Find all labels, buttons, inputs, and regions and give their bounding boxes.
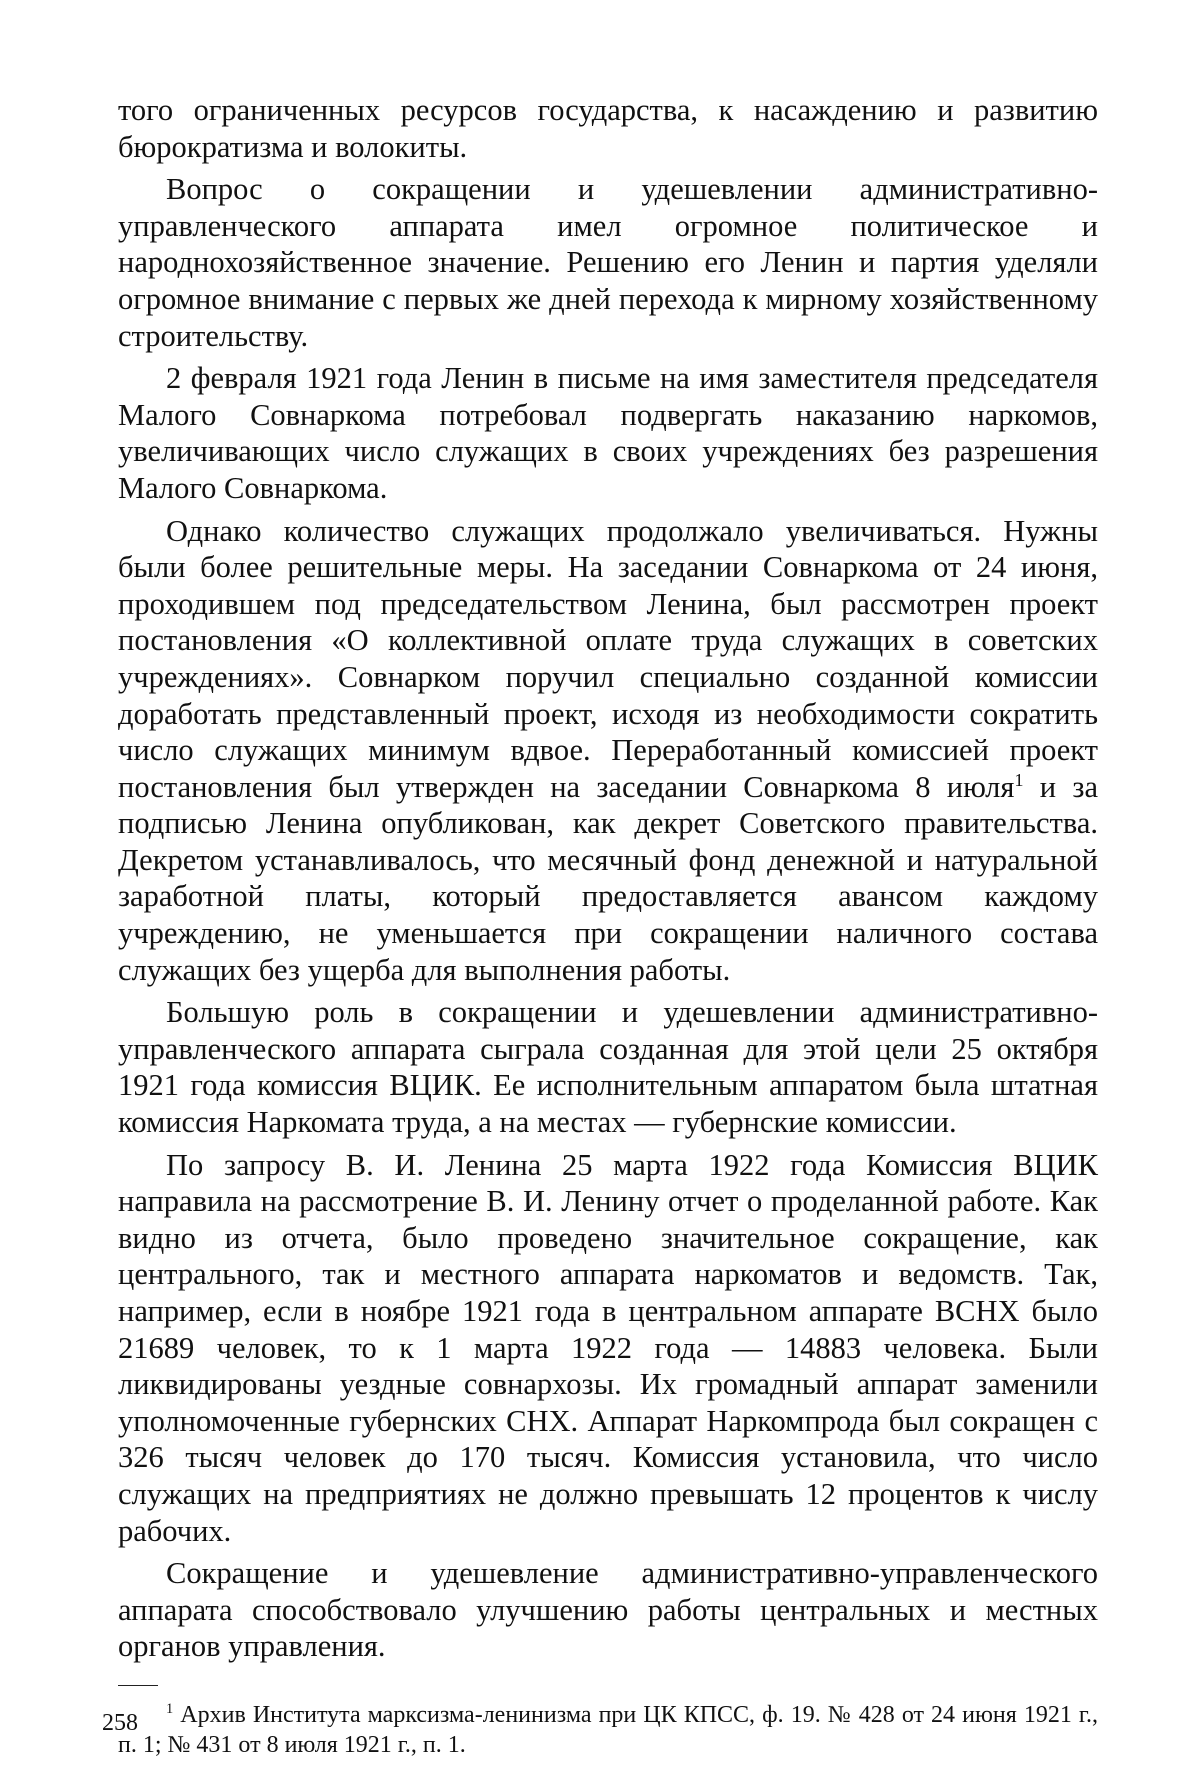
paragraph-vtsik-commission: Большую роль в сокращении и удешевлении административно-управленческого аппарата сыграла созданная для этой цели 25 октября 1921 года комиссия ВЦИК. Ее исполнительным аппаратом была штатная комиссия Наркомата труда, а на местах — губернские комиссии. bbox=[118, 995, 1098, 1140]
page-number: 258 bbox=[102, 1710, 138, 1736]
paragraph-apparatus-question: Вопрос о сокращении и удешевлении административно-управленческого аппарата имел огромное политическое и народнохозяйственное значение. Решению его Ленин и партия уделяли огромное внимание с первых же дней перехода к мирному хозяйственному строительству. bbox=[118, 172, 1098, 353]
footnote bbox=[118, 1700, 1098, 1760]
footnote-mark: 1 bbox=[166, 1700, 174, 1717]
paragraph-sovnarkom-decree-after: и за подписью Ленина опубликован, как декрет Советского правительства. Декретом устанавливалось, что месячный фонд денежной и натуральной заработной платы, который предоставляется авансом каждому учреждению, не уменьшается при сокращении наличного состава служащих без ущерба для выполнения работы. bbox=[118, 769, 1098, 987]
paragraph-commission-report: По запросу В. И. Ленина 25 марта 1922 года Комиссия ВЦИК направила на рассмотрение В. И. Ленину отчет о проделанной работе. Как видно из отчета, было проведено значительное сокращение, как центрального, так и местного аппарата наркоматов и ведомств. Так, например, если в ноябре 1921 года в центральном аппарате ВСНХ было 21689 человек, то к 1 марта 1922 года — 14883 человека. Были ликвидированы уездные совнархозы. Их громадный аппарат заменили уполномоченные губернских СНХ. Аппарат Наркомпрода был сокращен с 326 тысяч человек до 170 тысяч. Комиссия установила, что число служащих на предприятиях не должно превышать 12 процентов к числу рабочих. bbox=[118, 1147, 1098, 1548]
paragraph-sovnarkom-decree-before: Однако количество служащих продолжало увеличиваться. Нужны были более решительные меры. На заседании Совнаркома от 24 июня, проходившем под председательством Ленина, был рассмотрен проект постановления «О коллективной оплате труда служащих в советских учреждениях». Совнарком поручил специально созданной комиссии доработать представленный проект, исходя из необходимости сократить число служащих минимум вдвое. Переработанный комиссией проект постановления был утвержден на заседании Совнаркома 8 июля bbox=[118, 513, 1098, 804]
footnote-reference-mark: 1 bbox=[1014, 769, 1024, 790]
paragraph-sovnarkom-decree bbox=[118, 513, 1098, 989]
paragraph-conclusion: Сокращение и удешевление административно-управленческого аппарата способствовало улучшению работы центральных и местных органов управления. bbox=[118, 1556, 1098, 1664]
paragraph-continuation: того ограниченных ресурсов государства, к насаждению и развитию бюрократизма и волокиты. bbox=[118, 93, 1098, 164]
page-body bbox=[118, 92, 1098, 1760]
footnote-text: Архив Института марксизма-ленинизма при ЦК КПСС, ф. 19. № 428 от 24 июня 1921 г., п. 1; № 431 от 8 июля 1921 г., п. 1. bbox=[118, 1701, 1099, 1758]
footnote-divider bbox=[118, 1685, 158, 1686]
paragraph-february-letter: 2 февраля 1921 года Ленин в письме на имя заместителя председателя Малого Совнаркома потребовал подвергать наказанию наркомов, увеличивающих число служащих в своих учреждениях без разрешения Малого Совнаркома. bbox=[118, 361, 1098, 505]
